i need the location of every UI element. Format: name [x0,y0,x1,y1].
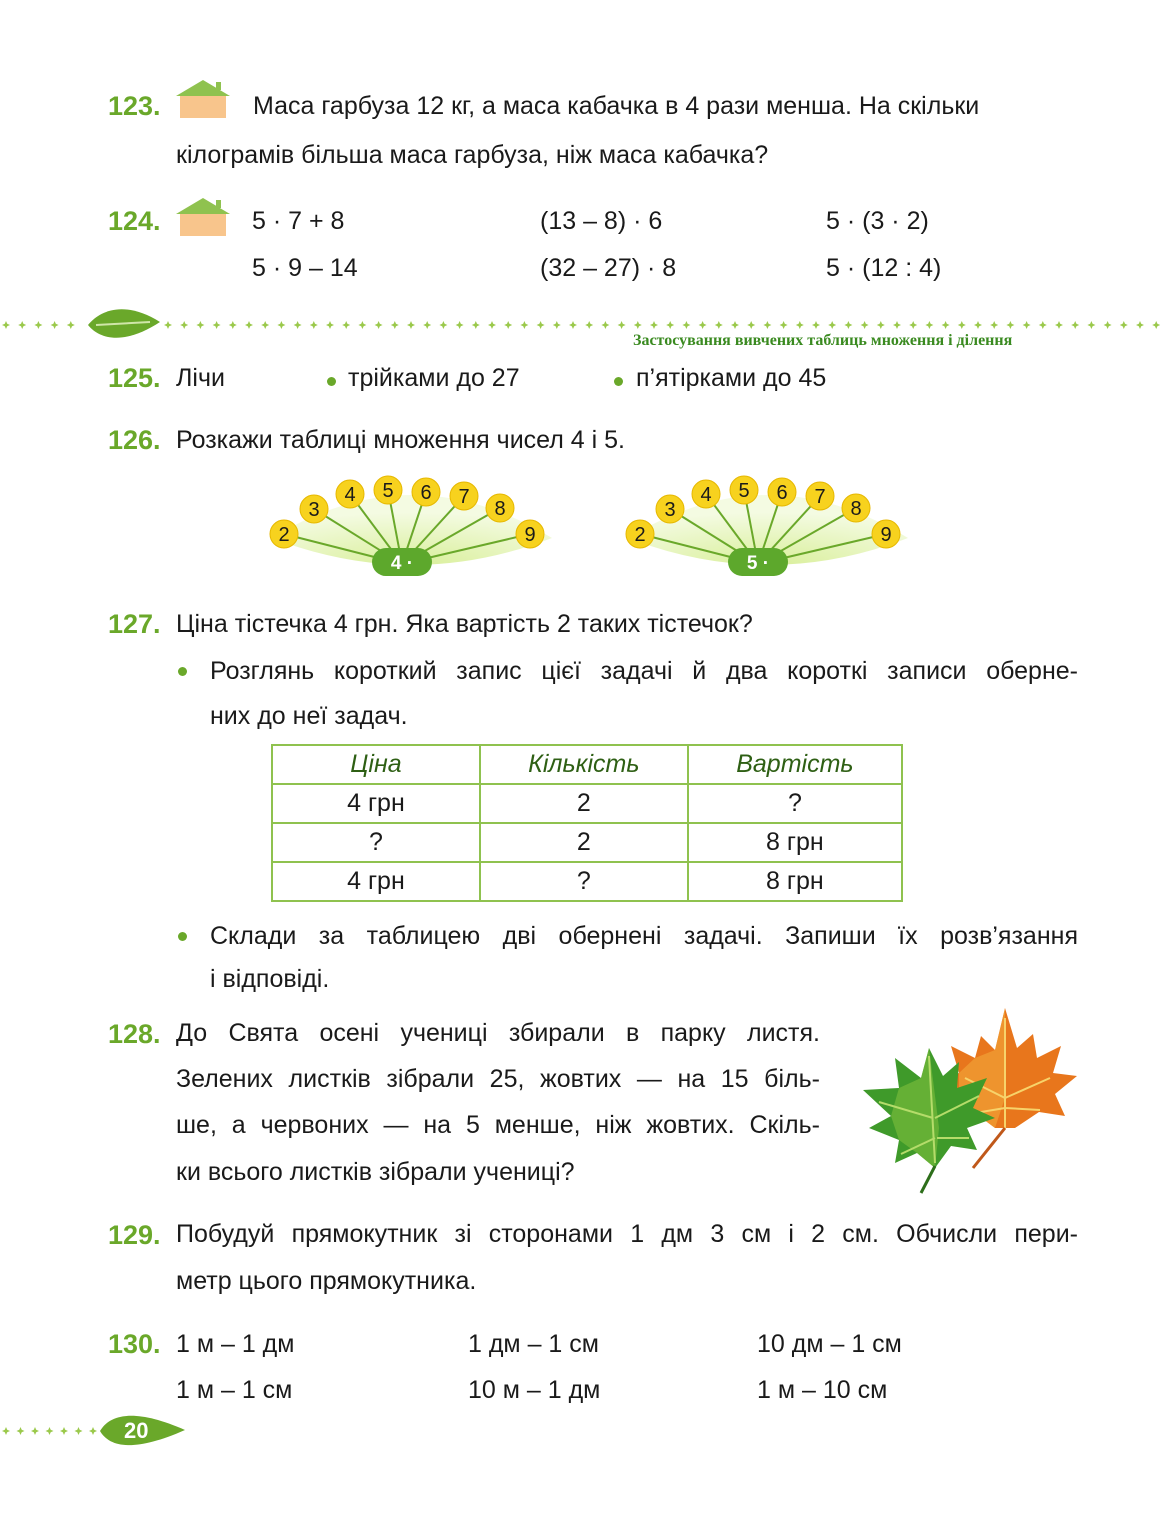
star-ornament [375,321,383,329]
table-header-cell: Кількість [480,745,688,784]
star-ornament [423,321,431,329]
maple-leaves-illustration [855,978,1095,1198]
fan-number: 8 [494,498,506,520]
task-130-number: 130. [108,1329,161,1359]
task-127-text: Ціна тістечка 4 грн. Яка вартість 2 таких тістечок? [176,610,753,638]
fan-number: 5 [738,480,750,502]
task-125-number: 125. [108,363,161,393]
star-ornament [520,321,528,329]
star-ornament [31,1427,39,1435]
star-ornament [1136,321,1144,329]
page-number: 20 [124,1418,149,1443]
star-ornament [34,321,42,329]
task-123-number: 123. [108,91,161,121]
task-127-number: 127. [108,609,161,639]
bullet-dot [327,377,336,386]
star-ornament [456,321,464,329]
star-ornament [196,321,204,329]
task-129-number: 129. [108,1220,161,1250]
task-128-line: ше, а червоних — на 5 менше, ніж жовтих. Скіль- [176,1111,820,1139]
star-ornament [51,321,59,329]
table-header-cell: Вартість [688,745,902,784]
table-header-row [272,745,902,784]
star-ornament [942,321,950,329]
star-ornament [277,321,285,329]
star-ornament [326,321,334,329]
table-row [272,784,902,823]
star-ornament [925,321,933,329]
fan-number: 9 [880,524,892,546]
table-cell: ? [272,823,480,862]
task-127-bullet2-line1: Склади за таблицею дві обернені задачі. Запиши їх розв’язання [210,922,1078,950]
star-ornament [747,321,755,329]
star-ornament [666,321,674,329]
task-125-item1: трійками до 27 [348,364,520,392]
table-cell: 8 грн [688,862,902,901]
star-ornament [618,321,626,329]
task-128-line: Зелених листків зібрали 25, жовтих — на 15 біль- [176,1065,820,1093]
expression: 1 м – 1 см [176,1376,293,1404]
expression: 5 · 7 + 8 [252,207,345,235]
star-ornament [569,321,577,329]
star-ornament [407,321,415,329]
star-ornament [342,321,350,329]
star-ornament [391,321,399,329]
task-127-bullet2-line2: і відповіді. [210,965,330,993]
star-ornament [75,1427,83,1435]
table-cell: ? [688,784,902,823]
star-ornament [164,321,172,329]
fan-number: 7 [458,486,470,508]
star-ornament [877,321,885,329]
table-row [272,823,902,862]
star-ornament [731,321,739,329]
fan-number: 6 [776,482,788,504]
star-ornament [893,321,901,329]
star-ornament [1055,321,1063,329]
house-icon [172,78,234,118]
star-ornament [553,321,561,329]
star-ornament [1152,321,1160,329]
fan-number: 2 [634,524,646,546]
table-cell: 4 грн [272,784,480,823]
star-ornament [89,1427,97,1435]
page-number-ornament [0,1406,200,1456]
bullet-dot [614,377,623,386]
star-ornament [67,321,75,329]
star-ornament [1023,321,1031,329]
expression: 1 м – 10 см [757,1376,888,1404]
star-ornament [828,321,836,329]
expression: 5 · 9 – 14 [252,254,358,282]
star-ornament [1087,321,1095,329]
star-ornament [537,321,545,329]
star-ornament [682,321,690,329]
star-ornament [310,321,318,329]
star-ornament [780,321,788,329]
task-123-line1: Маса гарбуза 12 кг, а маса кабачка в 4 рази менша. На скільки [253,92,980,120]
multiplication-fan-5 [618,472,918,582]
task-126-number: 126. [108,425,161,455]
section-title: Застосування вивчених таблиць множення і ділення [633,332,1013,349]
table-cell: 4 грн [272,862,480,901]
fan-number: 5 [382,480,394,502]
task-127-bullet1-line1: Розглянь короткий запис цієї задачі й два короткі записи оберне- [210,657,1078,685]
expression: 5 · (12 : 4) [826,254,942,282]
star-ornament [909,321,917,329]
task-126-text: Розкажи таблиці множення чисел 4 і 5. [176,426,625,454]
star-ornament [213,321,221,329]
star-ornament [861,321,869,329]
table-cell: 2 [480,784,688,823]
star-ornament [245,321,253,329]
star-ornament [990,321,998,329]
bullet-dot [178,667,187,676]
star-ornament [699,321,707,329]
star-ornament [974,321,982,329]
star-ornament [634,321,642,329]
expression: 5 · (3 · 2) [826,207,929,235]
expression: 10 дм – 1 см [757,1330,902,1358]
star-ornament [2,321,10,329]
star-ornament [650,321,658,329]
fan-number: 3 [664,499,676,521]
fan-center-label: 4 · [390,553,414,574]
star-ornament [17,1427,25,1435]
table-row [272,862,902,901]
table-cell: 8 грн [688,823,902,862]
task-128-number: 128. [108,1019,161,1049]
star-ornament [1039,321,1047,329]
task-125-lead: Лічи [176,364,225,392]
star-ornament [1104,321,1112,329]
star-ornament [1071,321,1079,329]
bullet-dot [178,932,187,941]
star-ornament [601,321,609,329]
star-ornament [294,321,302,329]
star-ornament [585,321,593,329]
fan-number: 9 [524,524,536,546]
short-record-table [271,744,903,902]
expression: 1 дм – 1 см [468,1330,599,1358]
task-127-bullet1-line2: них до неї задач. [210,702,408,730]
table-header-cell: Ціна [272,745,480,784]
star-ornament [812,321,820,329]
star-ornament [715,321,723,329]
fan-number: 8 [850,498,862,520]
star-ornament [1006,321,1014,329]
star-ornament [958,321,966,329]
fan-center-label: 5 · [746,553,770,574]
star-ornament [180,321,188,329]
task-129-line2: метр цього прямокутника. [176,1267,477,1295]
star-ornament [844,321,852,329]
star-ornament [763,321,771,329]
fan-number: 4 [344,484,356,506]
task-128-line: ки всього листків зібрали учениці? [176,1158,575,1186]
fan-number: 6 [420,482,432,504]
task-124-number: 124. [108,206,161,236]
fan-number: 2 [278,524,290,546]
expression: 1 м – 1 дм [176,1330,295,1358]
star-ornament [229,321,237,329]
task-123-line2: кілограмів більша маса гарбуза, ніж маса кабачка? [176,141,769,169]
star-ornament [18,321,26,329]
expression: (13 – 8) · 6 [540,207,663,235]
task-128-line: До Свята осені учениці збирали в парку листя. [176,1019,820,1047]
star-ornament [1120,321,1128,329]
star-ornament [60,1427,68,1435]
star-ornament [504,321,512,329]
star-ornament [46,1427,54,1435]
fan-number: 4 [700,484,712,506]
star-ornament [2,1427,10,1435]
expression: (32 – 27) · 8 [540,254,677,282]
multiplication-fan-4 [262,472,562,582]
task-129-line1: Побудуй прямокутник зі сторонами 1 дм 3 см і 2 см. Обчисли пери- [176,1220,1078,1248]
star-ornament [472,321,480,329]
fan-number: 3 [308,499,320,521]
table-cell: ? [480,862,688,901]
star-ornament [439,321,447,329]
task-125-item2: п’ятірками до 45 [636,364,827,392]
house-icon [172,196,234,236]
star-ornament [488,321,496,329]
table-cell: 2 [480,823,688,862]
fan-number: 7 [814,486,826,508]
star-ornament [358,321,366,329]
expression: 10 м – 1 дм [468,1376,601,1404]
star-ornament [796,321,804,329]
star-ornament [261,321,269,329]
